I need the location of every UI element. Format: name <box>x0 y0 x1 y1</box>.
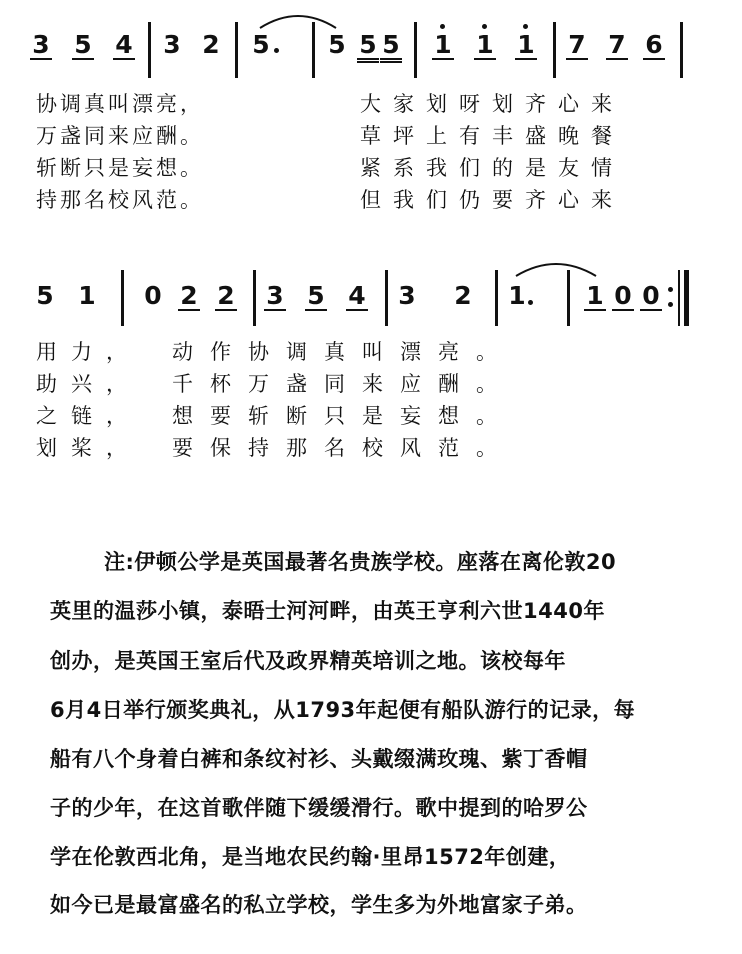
note: 4 <box>346 283 368 311</box>
note: 5 <box>380 32 402 63</box>
note: 0 <box>640 283 662 311</box>
footnote-line: 创办，是英国王室后代及政界精英培训之地。该校每年 <box>50 649 566 673</box>
note: 1 <box>432 32 454 60</box>
note: 5 <box>305 283 327 311</box>
note: 2 <box>178 283 200 311</box>
bar-line <box>495 270 498 326</box>
note: 3 <box>30 32 52 60</box>
dot <box>528 300 533 305</box>
bar-line <box>235 22 238 78</box>
lyric-line: 助兴， <box>36 372 141 396</box>
lyric-line: 万盏同来应酬。 <box>36 124 204 148</box>
note: 7 <box>606 32 628 60</box>
footnote-line: 学在伦敦西北角，是当地农民约翰·里昂1572年创建， <box>50 845 571 869</box>
note: 5 <box>328 30 346 59</box>
repeat-dot <box>668 302 673 307</box>
tie-arc <box>514 256 598 278</box>
note: 1 <box>78 281 96 310</box>
note: 3 <box>264 283 286 311</box>
note: 3 <box>163 30 181 59</box>
note: 2 <box>454 281 472 310</box>
bar-line <box>678 270 680 326</box>
bar-line <box>414 22 417 78</box>
note: 2 <box>215 283 237 311</box>
footnote-line: 船有八个身着白裤和条纹衬衫、头戴缀满玫瑰、紫丁香帽 <box>50 747 588 771</box>
bar-line <box>567 270 570 326</box>
bar-line <box>312 22 315 78</box>
lyric-line: 协调真叫漂亮， <box>36 92 204 116</box>
note: 1 <box>508 281 526 310</box>
note: 2 <box>202 30 220 59</box>
note: 3 <box>398 281 416 310</box>
footnote-line: 6月4日举行颁奖典礼，从1793年起便有船队游行的记录，每 <box>50 698 636 722</box>
lyric-line: 用力， <box>36 340 141 364</box>
bar-line <box>148 22 151 78</box>
lyric-line: 持那名校风范。 <box>36 188 204 212</box>
lyrics-block-2a <box>36 336 141 464</box>
lyrics-block-1a <box>36 88 204 216</box>
footnote-line: 注:伊顿公学是英国最著名贵族学校。座落在离伦敦20 <box>104 550 617 574</box>
note: 1 <box>474 32 496 60</box>
dot <box>440 24 445 29</box>
footnote-line: 英里的温莎小镇，泰晤士河河畔，由英王亨利六世1440年 <box>50 599 605 623</box>
note: 5 <box>36 281 54 310</box>
lyric-line: 之链， <box>36 404 141 428</box>
lyric-line: 斩断只是妄想。 <box>36 156 204 180</box>
dot <box>274 48 279 53</box>
footnote-line: 如今已是最富盛名的私立学校，学生多为外地富家子弟。 <box>50 893 588 917</box>
lyric-line: 动作协调真叫漂亮。 <box>172 340 514 364</box>
bar-line <box>121 270 124 326</box>
bar-line <box>680 22 683 78</box>
final-bar-line <box>684 270 689 326</box>
lyrics-block-1b <box>360 88 624 216</box>
note: 6 <box>643 32 665 60</box>
footnote-line: 子的少年，在这首歌伴随下缓缓滑行。歌中提到的哈罗公 <box>50 796 588 820</box>
lyric-line: 要保持那名校风范。 <box>172 436 514 460</box>
lyric-line: 但我们仍要齐心来 <box>360 188 624 212</box>
note: 5 <box>357 32 379 63</box>
note: 1 <box>515 32 537 60</box>
bar-line <box>553 22 556 78</box>
note: 4 <box>113 32 135 60</box>
dot <box>482 24 487 29</box>
note: 5 <box>252 30 270 59</box>
tie-arc <box>258 8 338 30</box>
lyric-line: 大家划呀划齐心来 <box>360 92 624 116</box>
lyric-line: 紧系我们的是友情 <box>360 156 624 180</box>
lyric-line: 想要斩断只是妄想。 <box>172 404 514 428</box>
lyric-line: 划桨， <box>36 436 141 460</box>
note: 7 <box>566 32 588 60</box>
repeat-dot <box>668 287 673 292</box>
lyric-line: 草坪上有丰盛晚餐 <box>360 124 624 148</box>
note: 5 <box>72 32 94 60</box>
bar-line <box>385 270 388 326</box>
bar-line <box>253 270 256 326</box>
note: 0 <box>144 281 162 310</box>
lyrics-block-2b <box>172 336 514 464</box>
note: 0 <box>612 283 634 311</box>
dot <box>523 24 528 29</box>
note: 1 <box>584 283 606 311</box>
lyric-line: 千杯万盏同来应酬。 <box>172 372 514 396</box>
